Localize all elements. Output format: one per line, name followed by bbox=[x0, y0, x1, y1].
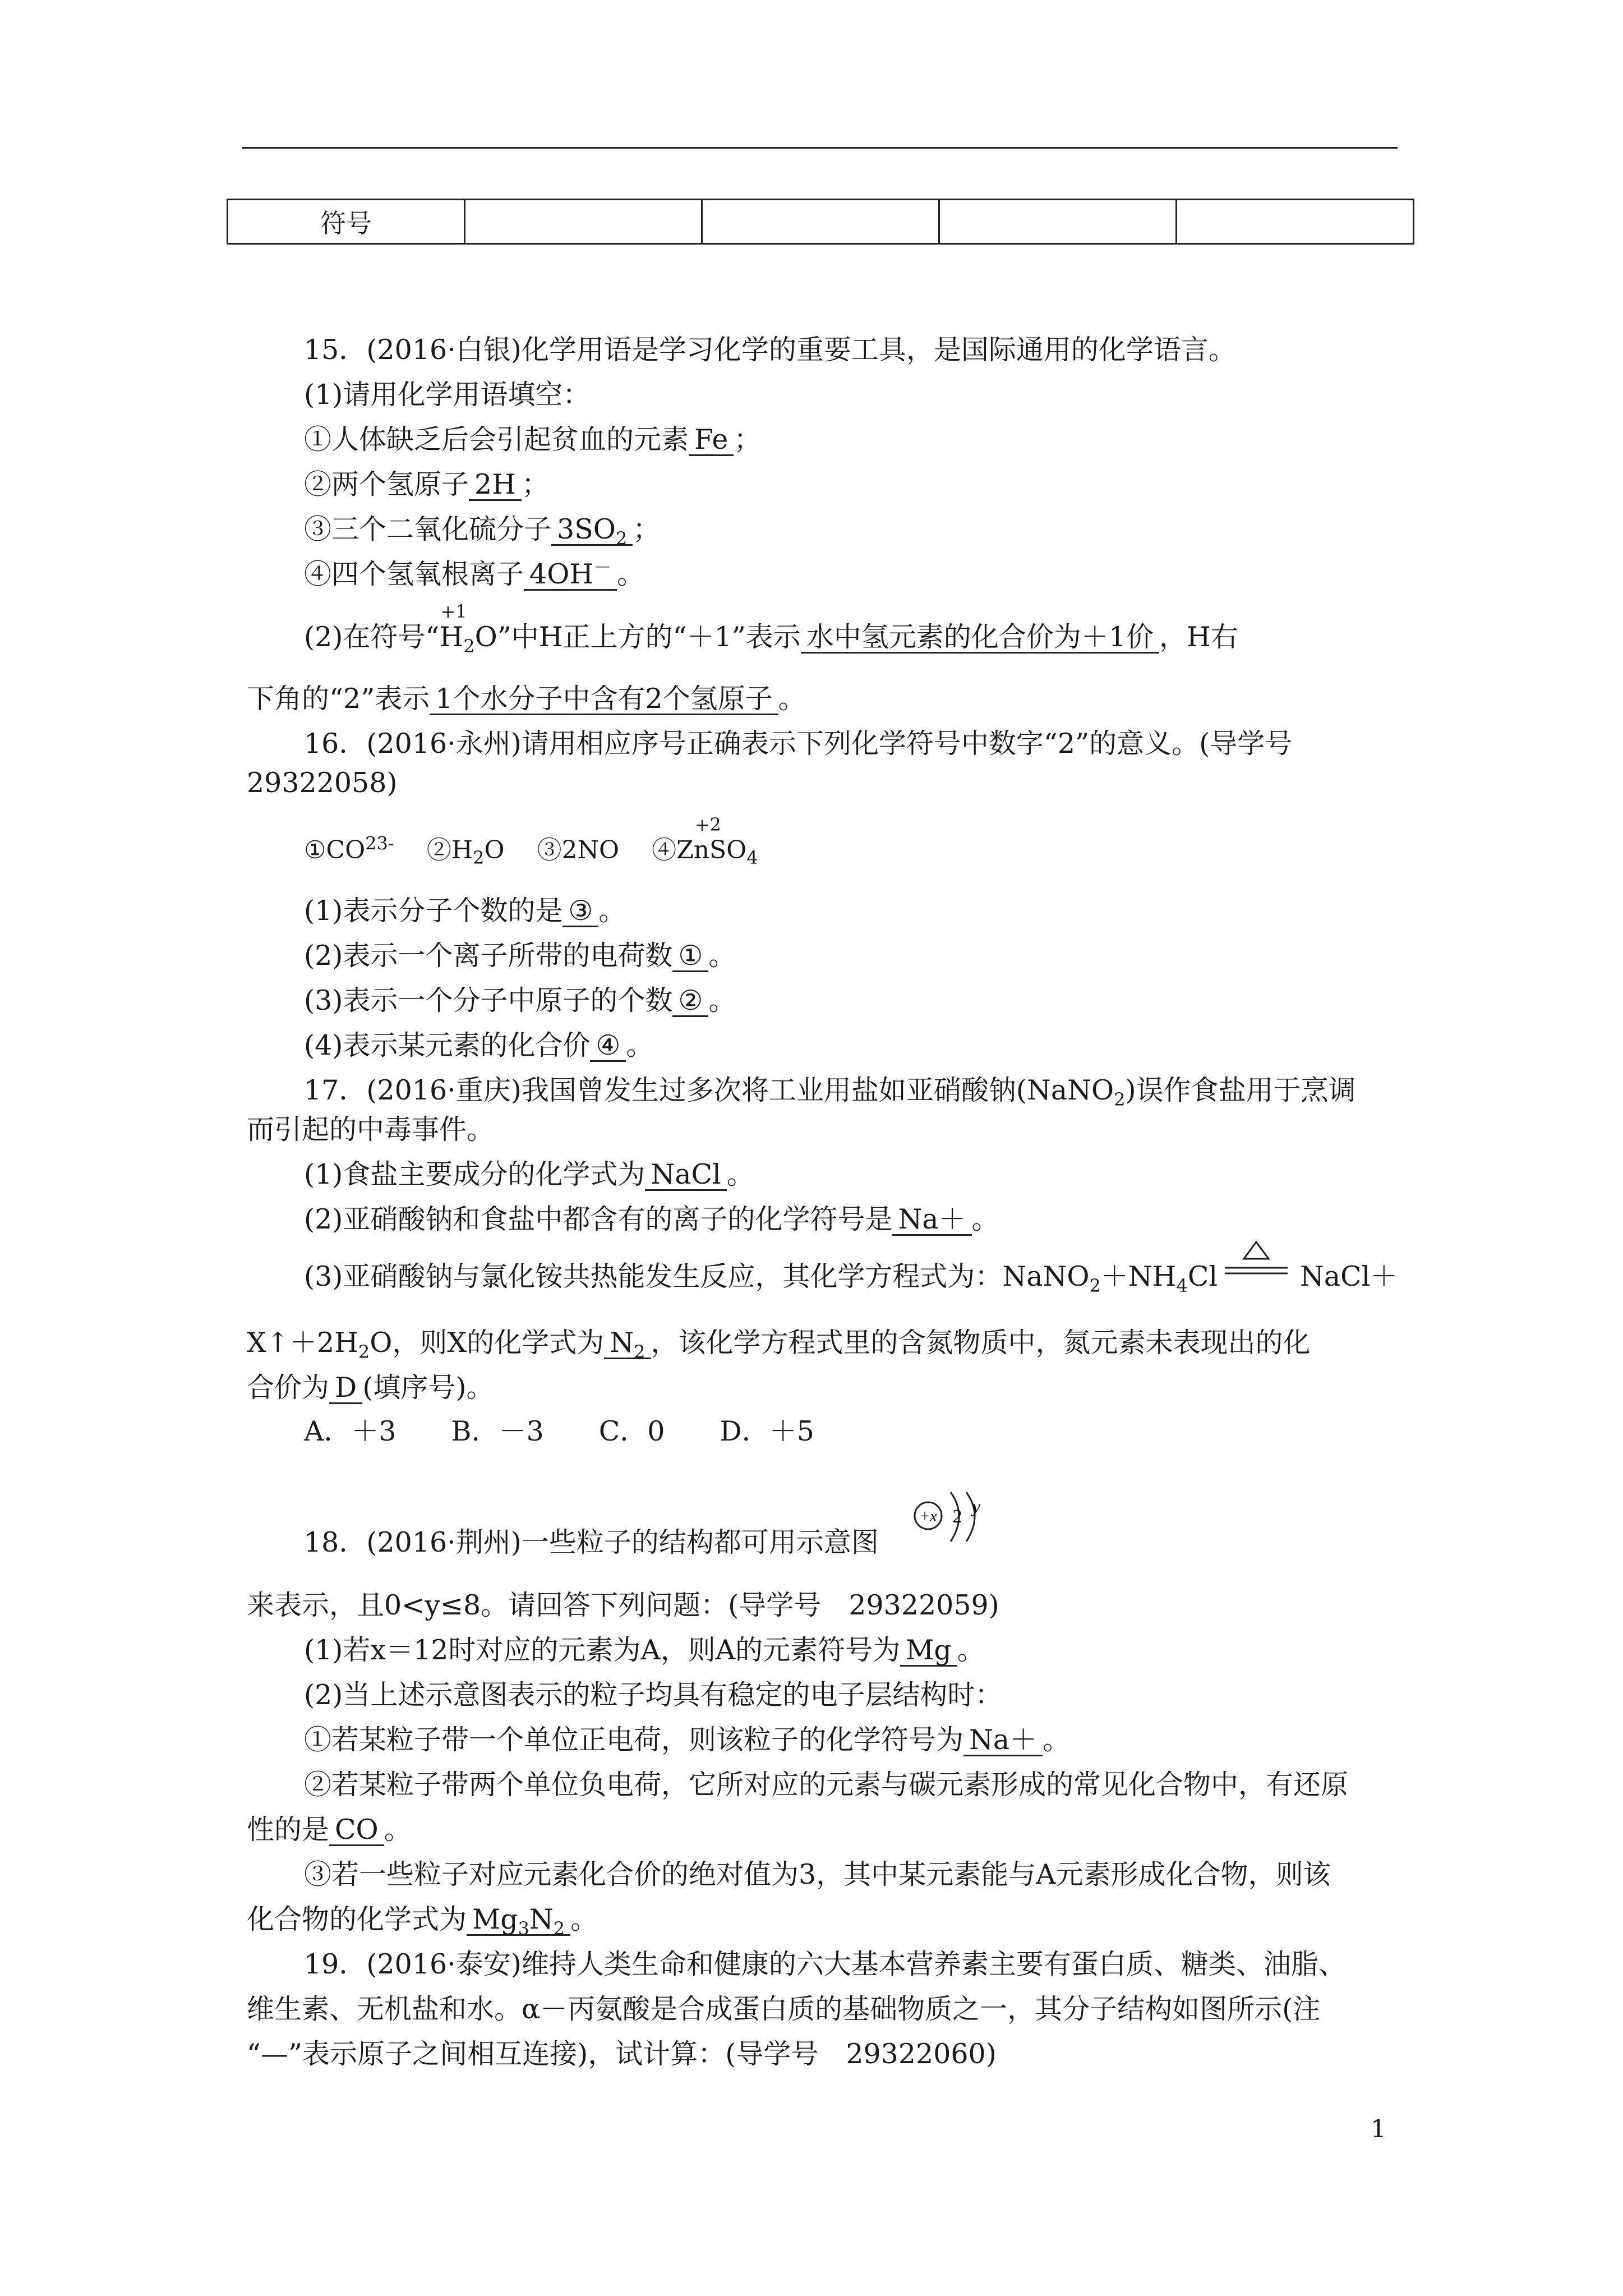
answer-blank: 2H bbox=[469, 470, 522, 501]
answer-blank: 4OH－ bbox=[524, 560, 617, 591]
answer-blank: 水中氢元素的化合价为＋1价 bbox=[801, 623, 1159, 654]
answer-blank: $Mg_3N_2$ bbox=[467, 1905, 570, 1936]
symbol-table bbox=[227, 199, 1414, 245]
shell-y-count: y bbox=[972, 1496, 981, 1516]
q19-line3: “—”表示原子之间相互连接)，试计算：(导学号 29322060) bbox=[247, 2038, 997, 2070]
answer-blank: CO bbox=[329, 1815, 384, 1846]
q15-part2-cont: 下角的“2”表示 1个水分子中含有2个氢原子 。 bbox=[247, 683, 806, 715]
q16-answer3: (3)表示一个分子中原子的个数 ② 。 bbox=[304, 984, 736, 1016]
answer-blank: D bbox=[329, 1373, 362, 1404]
q19-line2: 维生素、无机盐和水。α－丙氨酸是合成蛋白质的基础物质之一，其分子结构如图所示(注 bbox=[247, 1993, 1321, 2025]
answer-blank: $N_2$ bbox=[604, 1328, 651, 1359]
shell-k-count: 2 bbox=[952, 1506, 962, 1527]
valence-symbol: +1 H bbox=[439, 601, 467, 653]
q17-header-cont: 而引起的中毒事件。 bbox=[247, 1114, 495, 1145]
answer-blank: Mg bbox=[900, 1636, 957, 1667]
q17-part3-cont2: 合价为 D (填序号)。 bbox=[247, 1372, 494, 1404]
q16-answer1: (1)表示分子个数的是 ③ 。 bbox=[304, 895, 626, 927]
answer-blank: $3SO_2$ bbox=[551, 515, 633, 546]
answer-blank: ③ bbox=[562, 896, 598, 927]
valence-symbol: +2 n bbox=[693, 814, 721, 864]
table-cell[interactable] bbox=[939, 200, 1177, 244]
q18-case1: ①若某粒子带一个单位正电荷，则该粒子的化学符号为 Na＋ 。 bbox=[304, 1724, 1071, 1756]
answer-blank: 1个水分子中含有2个氢原子 bbox=[430, 684, 778, 715]
q16-symbols: $①CO^{23-}$ $②H_2O$ ③2NO ④Z +2 nSO$_4$ bbox=[304, 814, 758, 868]
table-cell[interactable] bbox=[1177, 200, 1414, 244]
answer-blank: Fe bbox=[689, 425, 734, 456]
table-cell[interactable] bbox=[702, 200, 939, 244]
q15-item1: ①人体缺乏后会引起贫血的元素 Fe ； bbox=[304, 424, 762, 455]
q17-header: 17．(2016·重庆)我国曾发生过多次将工业用盐如亚硝酸钠(NaNO$_2$)误作食盐用于烹调 bbox=[304, 1074, 1356, 1110]
q16-answer4: (4)表示某元素的化合价 ④ 。 bbox=[304, 1029, 654, 1061]
table-row-label: 符号 bbox=[228, 200, 465, 244]
q15-part2: (2)在符号“ +1 $H_2O$”中H正上方的“＋1”表示 水中氢元素的化合价为＋1价 ，H右 bbox=[304, 601, 1238, 657]
atom-core-label: +x bbox=[919, 1508, 937, 1525]
answer-blank: NaCl bbox=[645, 1160, 726, 1191]
table-row bbox=[228, 200, 1414, 244]
q18-case3: ③若一些粒子对应元素化合价的绝对值为3，其中某元素能与A元素形成化合物，则该 bbox=[304, 1858, 1331, 1890]
q18-case2-cont: 性的是 CO 。 bbox=[247, 1814, 412, 1846]
q15-part1: (1)请用化学用语填空： bbox=[304, 379, 591, 411]
q16-answer2: (2)表示一个离子所带的电荷数 ① 。 bbox=[304, 940, 736, 972]
q18-case2: ②若某粒子带两个单位负电荷，它所对应的元素与碳元素形成的常见化合物中，有还原 bbox=[304, 1769, 1349, 1801]
q15-item4: ④四个氢氧根离子 4OH－ 。 bbox=[304, 556, 645, 590]
heat-condition-icon bbox=[1221, 1239, 1291, 1283]
answer-blank: ④ bbox=[590, 1031, 626, 1062]
header-rule bbox=[242, 147, 1398, 149]
atom-structure-diagram bbox=[911, 1490, 1023, 1557]
q17-part3-product: NaCl＋ bbox=[1300, 1260, 1398, 1292]
q18-part2: (2)当上述示意图表示的粒子均具有稳定的电子层结构时： bbox=[304, 1679, 1003, 1711]
q19-line1: 19．(2016·泰安)维持人类生命和健康的六大基本营养素主要有蛋白质、糖类、油脂、 bbox=[304, 1948, 1346, 1980]
table-cell[interactable] bbox=[465, 200, 702, 244]
q15-item3: ③三个二氧化硫分子 $3SO_2$ ； bbox=[304, 513, 661, 549]
q17-options: A．＋3 B．－3 C．0 D．＋5 bbox=[304, 1415, 814, 1447]
answer-blank: Na＋ bbox=[963, 1726, 1043, 1756]
q17-part2: (2)亚硝酸钠和食盐中都含有的离子的化学符号是 Na＋ 。 bbox=[304, 1203, 999, 1235]
q15-item2: ②两个氢原子 2H ； bbox=[304, 468, 549, 500]
q17-part3-cont: $X↑+2H_2O$，则X的化学式为 $N_2$ ，该化学方程式里的含氮物质中，氮元素未表现出的化 bbox=[247, 1327, 1311, 1363]
answer-blank: Na＋ bbox=[892, 1205, 971, 1236]
page-number: 1 bbox=[1371, 2115, 1386, 2143]
answer-blank: ① bbox=[672, 941, 708, 972]
q18-case3-cont: 化合物的化学式为 $Mg_3N_2$ 。 bbox=[247, 1903, 598, 1939]
answer-blank: ② bbox=[672, 986, 708, 1017]
q16-header-cont: 29322058) bbox=[247, 767, 398, 799]
q15-header: 15．(2016·白银)化学用语是学习化学的重要工具，是国际通用的化学语言。 bbox=[304, 334, 1236, 366]
q18-header: 18．(2016·荆州)一些粒子的结构都可用示意图 bbox=[304, 1526, 879, 1558]
q17-part3: (3)亚硝酸钠与氯化铵共热能发生反应，其化学方程式为：$NaNO_2+NH_4Cl$ bbox=[304, 1260, 1218, 1296]
q16-header: 16．(2016·永州)请用相应序号正确表示下列化学符号中数字“2”的意义。(导学号 bbox=[304, 728, 1293, 760]
q18-part1: (1)若x＝12时对应的元素为A，则A的元素符号为 Mg 。 bbox=[304, 1634, 985, 1666]
q18-line2: 来表示，且0<y≤8。请回答下列问题：(导学号 29322059) bbox=[247, 1589, 999, 1621]
q17-part1: (1)食盐主要成分的化学式为 NaCl 。 bbox=[304, 1158, 754, 1190]
